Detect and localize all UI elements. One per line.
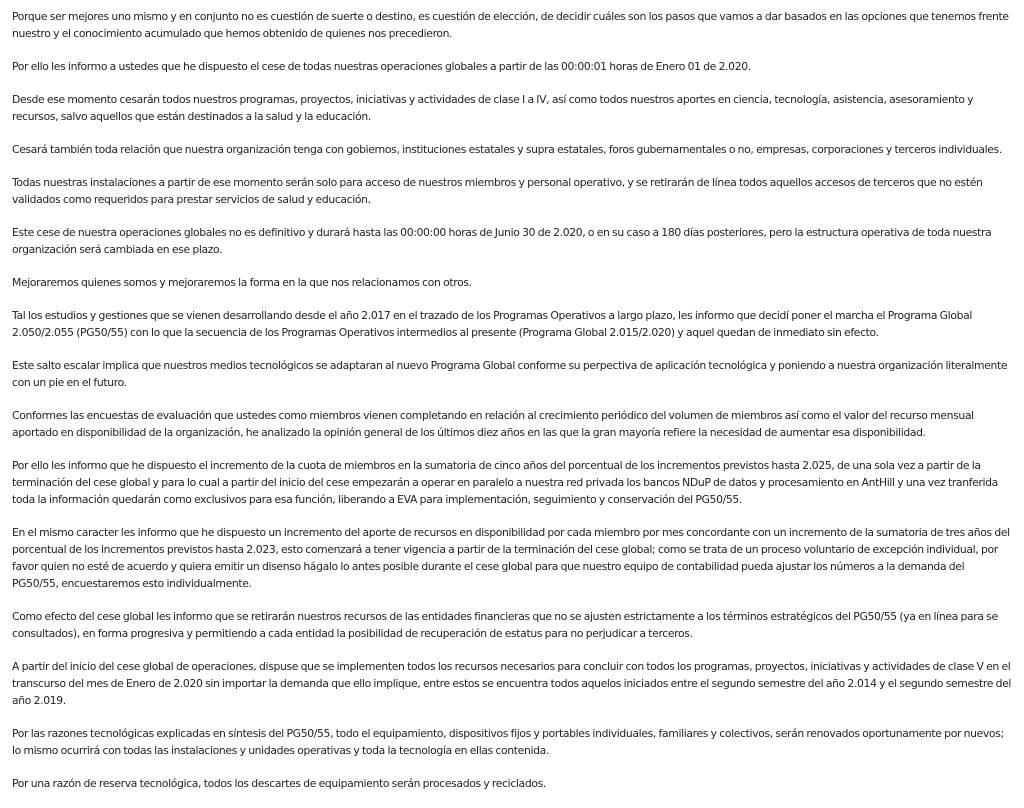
paragraph-9: Este salto escalar implica que nuestros medios tecnológicos se adaptaran al nuevo Programa Global conforme su perpectiva de aplicación tecnológica y poniendo a nuestra organización literalmente con un pie en el futuro. [12,359,1008,389]
paragraph-6: Este cese de nuestra operaciones globales no es definitivo y durará hasta las 00:00:00 horas de Junio 30 de 2.020, o en su caso a 180 días posteriores, pero la estructura operativa de toda nuestra organización será cambiada en ese plazo. [12,226,992,256]
paragraph-11: Por ello les informo que he dispuesto el incremento de la cuota de miembros en la sumatoria de cinco años del porcentual de los incrementos previstos hasta 2.025, de una sola vez a partir de la terminación del cese global y para lo cual a partir del inicio del cese empezarán a operar en paralelo a nuestra red privada los bancos NDuP de datos y procesamiento en AntHill y una vez tranferida toda la información quedarán como exclusivos para esa función, liberando a EVA para implementación, seguimiento y conservación del PG50/55. [12,459,998,506]
paragraph-10: Conformes las encuestas de evaluación que ustedes como miembros vienen completando en relación al crecimiento periódico del volumen de miembros así como el valor del recurso mensual aportado en disponibilidad de la organización, he analizado la opinión general de los últimos diez años en las que la gran mayoría refiere la necesidad de aumentar esa disponibilidad. [12,409,974,439]
paragraph-4: Cesará también toda relación que nuestra organización tenga con gobiernos, instituciones estatales y supra estatales, foros gubernamentales o no, empresas, corporaciones y terceros individuales. [12,143,1002,156]
document-body [12,8,1012,808]
paragraph-15: Por las razones tecnológicas explicadas en síntesis del PG50/55, todo el equipamiento, dispositivos fijos y portables individuales, familiares y colectivos, serán renovados oportunamente por nuevos; lo mismo ocurrirá con todas las instalaciones y unidades operativas y toda la tecnología en ellas contenida. [12,727,1004,757]
paragraph-2: Por ello les informo a ustedes que he dispuesto el cese de todas nuestras operaciones globales a partir de las 00:00:01 horas de Enero 01 de 2.020. [12,60,751,73]
paragraph-14: A partir del inicio del cese global de operaciones, dispuse que se implementen todos los recursos necesarios para concluir con todos los programas, proyectos, iniciativas y actividades de clase V en el transcurso del mes de Enero de 2.020 sin importar la demanda que ello implique, entre estos se encuentra todos aquelos iniciados entre el segundo semestre del año 2.014 y el segundo semestre del año 2.019. [12,660,1012,707]
paragraph-5: Todas nuestras instalaciones a partir de ese momento serán solo para acceso de nuestros miembros y personal operativo, y se retirarán de línea todos aquellos accesos de terceros que no estén validados como requeridos para prestar servicios de salud y educación. [12,176,983,206]
paragraph-1: Porque ser mejores uno mismo y en conjunto no es cuestión de suerte o destino, es cuestión de elección, de decidir cuáles son los pasos que vamos a dar basados en las opciones que tenemos frente nuestro y el conocimiento acumulado que hemos obtenido de quienes nos precedieron. [12,10,1009,40]
paragraph-7: Mejoraremos quienes somos y mejoraremos la forma en la que nos relacionamos con otros. [12,276,472,289]
paragraph-8: Tal los estudios y gestiones que se vienen desarrollando desde el año 2.017 en el trazado de los Programas Operativos a largo plazo, les informo que decidí poner el marcha el Programa Global 2.050/2.055 (PG50/55) con lo que la secuencia de los Programas Operativos intermedios al presente (Programa Global 2.015/2.020) y aquel quedan de inmediato sin efecto. [12,309,973,339]
paragraph-13: Como efecto del cese global les informo que se retirarán nuestros recursos de las entidades financieras que no se ajusten estrictamente a los términos estratégicos del PG50/55 (ya en línea para se consultados), en forma progresiva y permitiendo a cada entidad la posibilidad de recuperación de estatus para no perjudicar a terceros. [12,610,998,640]
paragraph-16: Por una razón de reserva tecnológica, todos los descartes de equipamiento serán procesados y reciclados. [12,777,546,790]
paragraph-3: Desde ese momento cesarán todos nuestros programas, proyectos, iniciativas y actividades de clase I a IV, así como todos nuestros aportes en ciencia, tecnología, asistencia, asesoramiento y recursos, salvo aquellos que están destinados a la salud y la educación. [12,93,974,123]
paragraph-12: En el mismo caracter les informo que he dispuesto un incremento del aporte de recursos en disponibilidad por cada miembro por mes concordante con un incremento de la sumatoria de tres años del porcentual de los incrementos previstos hasta 2.023, esto comenzará a tener vigencia a partir de la terminación del cese global; como se trata de un proceso voluntario de excepción individual, por favor quien no esté de acuerdo y quiera emitir un disenso hágalo lo antes posible durante el cese global para que nuestro equipo de contabilidad pueda ajustar los números a la demanda del PG50/55, encuestaremos esto individualmente. [12,526,1010,590]
